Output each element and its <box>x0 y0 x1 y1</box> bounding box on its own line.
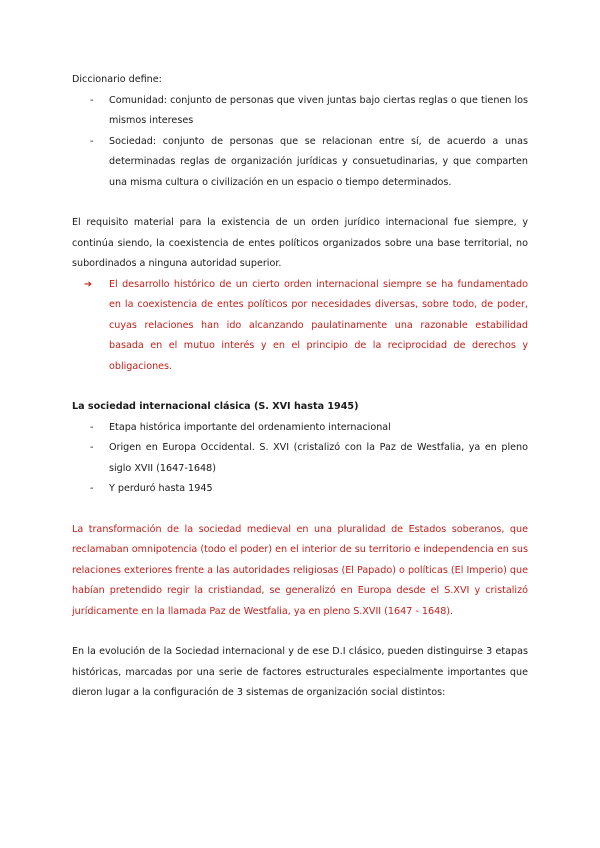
paragraph-transformacion: La transformación de la sociedad medieval en una pluralidad de Estados soberanos, que reclamaban omnipotencia (todo el poder) en el interior de su territorio e independencia en sus relaciones exteriores frente a las autoridades religiosas (El Papado) o políticas (El Imperio) que habían pretendido regir la cristiandad, se generalizó en Europa desde el S.XVI y cristalizó jurídicamente en la llamada Paz de Westfalia, ya en pleno S.XVII (1647 - 1648). <box>72 523 528 617</box>
arrow-right-icon: ➔ <box>84 278 93 290</box>
dash-bullet: - <box>90 94 94 106</box>
section-item-text: Origen en Europa Occidental. S. XVI (cristalizó con la Paz de Westfalia, ya en pleno siglo XVII (1647-1648) <box>109 442 528 474</box>
paragraph-requisito: El requisito material para la existencia de un orden jurídico internacional fue siempre, y continúa siendo, la coexistencia de entes políticos organizados sobre una base territorial, no subordinados a ninguna autoridad superior. <box>72 217 528 269</box>
section-item-etapa <box>72 418 528 439</box>
spacer <box>72 500 528 520</box>
spacer <box>72 193 528 213</box>
arrow-item-text: El desarrollo histórico de un cierto orden internacional siempre se ha fundamentado en la coexistencia de entes políticos por necesidades diversas, sobre todo, de poder, cuyas relaciones han ido alcanzando paulatinamente una razonable estabilidad basada en el mutuo interés y en el principio de la reciprocidad de derechos y obligaciones. <box>109 278 528 372</box>
paragraph-evolucion: En la evolución de la Sociedad internacional y de ese D.I clásico, pueden distinguirse 3 etapas históricas, marcadas por una serie de factores estructurales especialmente importantes que dieron lugar a la configuración de 3 sistemas de organización social distintos: <box>72 646 528 698</box>
spacer <box>72 377 528 397</box>
definition-text: Comunidad: conjunto de personas que viven juntas bajo ciertas reglas o que tienen los mismos intereses <box>109 94 528 126</box>
section-list <box>72 418 528 500</box>
spacer <box>72 622 528 642</box>
arrow-list <box>72 275 528 378</box>
section-heading: La sociedad internacional clásica (S. XVI hasta 1945) <box>72 401 359 412</box>
dash-bullet: - <box>90 421 94 433</box>
section-item-perduro <box>72 479 528 500</box>
definition-text: Sociedad: conjunto de personas que se relacionan entre sí, de acuerdo a unas determinadas reglas de organización jurídicas y consuetudinarias, y que comparten una misma cultura o civilización en un espacio o tiempo determinados. <box>109 135 528 188</box>
dash-bullet: - <box>90 135 94 147</box>
definition-item-sociedad <box>72 132 528 194</box>
dash-bullet: - <box>90 483 94 494</box>
document-page <box>72 70 528 704</box>
section-item-text: Y perduró hasta 1945 <box>109 483 213 494</box>
definitions-list <box>72 91 528 194</box>
definition-item-comunidad <box>72 91 528 132</box>
section-item-text: Etapa histórica importante del ordenamiento internacional <box>109 421 391 433</box>
arrow-item-desarrollo <box>72 275 528 378</box>
section-item-origen <box>72 438 528 479</box>
dash-bullet: - <box>90 442 94 453</box>
intro-text: Diccionario define: <box>72 74 162 85</box>
